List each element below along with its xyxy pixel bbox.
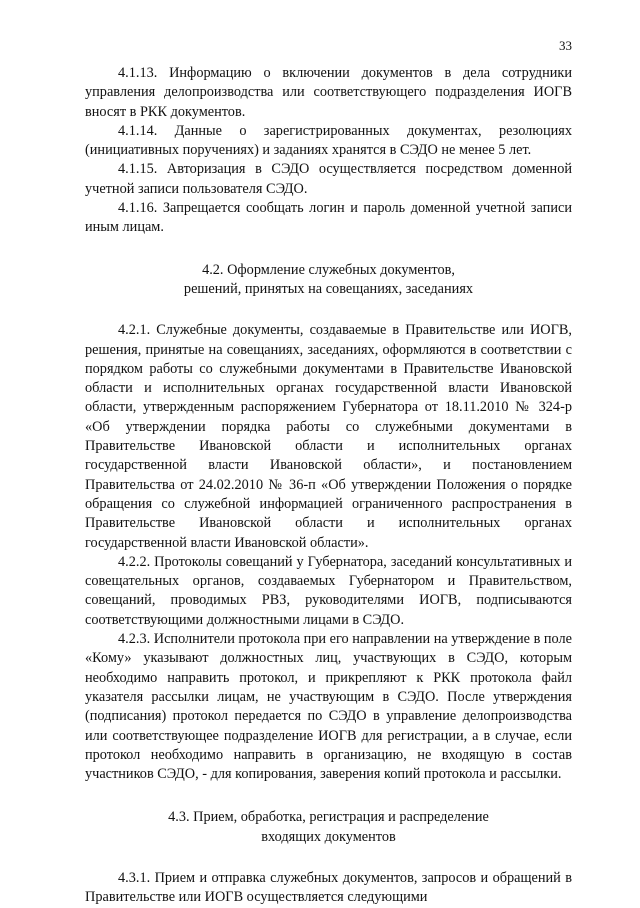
section-heading-line: решений, принятых на совещаниях, заседаниях	[183, 280, 474, 297]
section-heading-line: 4.3. Прием, обработка, регистрация и распределение	[168, 809, 489, 826]
paragraph-4-1-16: 4.1.16. Запрещается сообщать логин и пароль доменной учетной записи иным лицам.	[85, 200, 572, 236]
paragraph-4-1-14: 4.1.14. Данные о зарегистрированных документах, резолюциях (инициативных поручениях) и заданиях хранятся в СЭДО не менее 5 лет.	[85, 122, 572, 159]
paragraph-4-2-1: 4.2.1. Служебные документы, создаваемые в Правительстве или ИОГВ, решения, принятые на совещаниях, заседаниях, оформляются в соответствии с порядком работы со служебными документами в Правительстве Ивановской области и исполнительных органах государственной власти Ивановской области, утвержденным распоряжением Губернатора от 18.11.2010 № 324-р «Об утверждении порядка работы со служебными документами в Правительстве Ивановской области и исполнительных органах государственной власти Ивановской области», и постановлением Правительства от 24.02.2010 № 36-п «Об утверждении Положения о порядке обращения со служебной информацией ограниченного распространения в Правительстве Ивановской области и исполнительных органах государственной власти Ивановской области».	[85, 322, 572, 551]
paragraph-4-1-15: 4.1.15. Авторизация в СЭДО осуществляется посредством доменной учетной записи пользователя СЭДО.	[85, 161, 572, 197]
paragraph-4-3-1: 4.3.1. Прием и отправка служебных документов, запросов и обращений в Правительстве или ИОГВ осуществляется следующими	[85, 869, 572, 906]
section-heading-line: входящих документов	[261, 828, 396, 845]
document-body	[85, 64, 572, 908]
section-heading-4-2	[85, 261, 572, 300]
paragraph-4-2-3: 4.2.3. Исполнители протокола при его направлении на утверждение в поле «Кому» указывают должностных лиц, участвующих в СЭДО, которым необходимо направить протокол, и прикрепляют к РКК протокола файл указателя рассылки лицам, не участвующим в СЭДО. После утверждения (подписания) протокол передается по СЭДО в управление делопроизводства или соответствующее подразделение ИОГВ для регистрации, а в случае, если протокол необходимо направить в организацию, не входящую в состав участников СЭДО, - для копирования, заверения копий протокола и рассылки.	[85, 631, 573, 783]
section-heading-4-3	[85, 808, 572, 847]
page-number: 33	[559, 38, 572, 53]
paragraph-4-1-13: 4.1.13. Информацию о включении документов в дела сотрудники управления делопроизводства или соответствующего подразделения ИОГВ вносят в РКК документов.	[85, 65, 572, 120]
section-heading-line: 4.2. Оформление служебных документов,	[202, 261, 455, 278]
paragraph-4-2-2: 4.2.2. Протоколы совещаний у Губернатора, заседаний консультативных и совещательных органов, создаваемых Губернатором и Правительством, совещаний, проводимых РВЗ, руководителями ИОГВ, подписываются соответствующими должностными лицами в СЭДО.	[85, 553, 572, 628]
